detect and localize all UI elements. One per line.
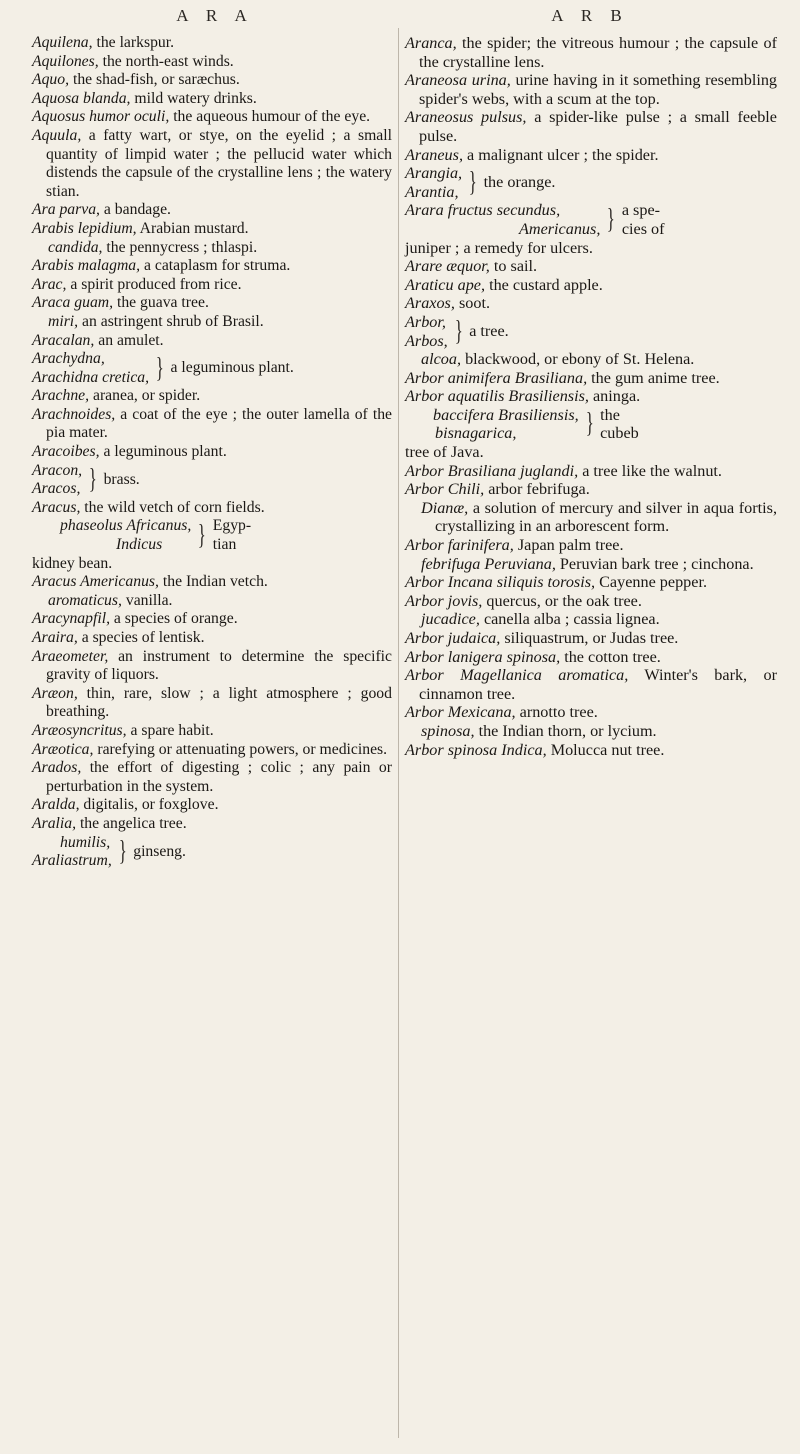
column-divider xyxy=(398,28,399,1438)
dictionary-entry xyxy=(32,332,392,351)
definition: Peruvian bark tree ; cinchona. xyxy=(555,554,754,573)
headword: Arbor Magellanica aromatica, xyxy=(405,666,629,685)
headword: Arbor aquatilis Brasiliensis, xyxy=(405,387,589,406)
dictionary-entry xyxy=(32,239,392,258)
definition: the aqueous humour of the eye. xyxy=(169,108,371,126)
dictionary-entry xyxy=(32,796,392,815)
brace-entry xyxy=(32,350,392,387)
headword: Araticu ape, xyxy=(405,275,486,294)
definition: digitalis, or foxglove. xyxy=(79,796,219,814)
dictionary-entry xyxy=(32,406,392,443)
dictionary-entry xyxy=(32,759,392,796)
dictionary-entry xyxy=(405,480,777,499)
dictionary-entry xyxy=(32,443,392,462)
dictionary-entry xyxy=(405,666,777,703)
headword: humilis, xyxy=(60,833,111,851)
headword: Araxos, xyxy=(405,294,455,313)
definition: siliquastrum, or Judas tree. xyxy=(500,629,679,647)
definition: a tree. xyxy=(469,322,509,341)
dictionary-entry xyxy=(405,536,777,555)
headword: Arac, xyxy=(32,275,67,293)
headword: Arachydna, xyxy=(32,350,105,368)
headword: Arbor Incana siliquis torosis, xyxy=(405,573,596,592)
brace-entry xyxy=(405,164,777,201)
definition: Arabian mustard. xyxy=(136,219,249,237)
headword: Arabis lepidium, xyxy=(32,219,137,237)
brace-entry xyxy=(32,834,392,871)
definition: arnotto tree. xyxy=(515,703,598,722)
definition: a leguminous plant. xyxy=(170,359,294,377)
definition: the guava tree. xyxy=(113,294,209,312)
headword: Aquosa blanda, xyxy=(32,89,131,107)
dictionary-entry xyxy=(405,722,777,741)
definition: vanilla. xyxy=(121,591,173,609)
headword: Arara fructus secundus, xyxy=(405,201,561,220)
definition: to sail. xyxy=(489,257,538,276)
dictionary-entry xyxy=(405,294,777,313)
definition: kidney bean. xyxy=(32,554,113,572)
brace-glyph: } xyxy=(88,464,97,496)
definition: tree of Java. xyxy=(405,443,484,462)
definition: the custard apple. xyxy=(485,275,603,294)
dictionary-entry xyxy=(32,722,392,741)
brace-entry xyxy=(32,517,392,573)
definition: a spider-like pulse ; a small feeble pulse. xyxy=(419,108,777,145)
dictionary-entry xyxy=(32,257,392,276)
headword: Aquilena, xyxy=(32,34,93,51)
dictionary-entry xyxy=(405,610,777,629)
headword: Arachidna cretica, xyxy=(32,368,150,386)
dictionary-entry xyxy=(32,573,392,592)
dictionary-entry xyxy=(32,648,392,685)
dictionary-entry xyxy=(405,276,777,295)
headword: Arbor farinifera, xyxy=(405,536,514,555)
dictionary-entry xyxy=(32,53,392,72)
headword: phaseolus Africanus, xyxy=(60,517,192,535)
definition: ginseng. xyxy=(133,842,186,860)
definition: the gum anime tree. xyxy=(587,368,720,387)
headword: Aranca, xyxy=(405,34,457,52)
definition: a spare habit. xyxy=(126,721,214,739)
headword: candida, xyxy=(48,238,103,256)
dictionary-entry xyxy=(32,387,392,406)
brace-glyph: } xyxy=(118,836,127,868)
headword: Arachne, xyxy=(32,387,90,405)
definition: aranea, or spider. xyxy=(89,387,201,405)
definition: the pennycress ; thlaspi. xyxy=(102,238,258,256)
definition: an amulet. xyxy=(94,331,164,349)
dictionary-entry xyxy=(405,369,777,388)
definition: a bandage. xyxy=(99,201,171,219)
headword: Araca guam, xyxy=(32,294,114,312)
dictionary-entry xyxy=(405,499,777,536)
dictionary-entry xyxy=(405,462,777,481)
brace-glyph: } xyxy=(585,408,594,440)
definition: the north-east winds. xyxy=(98,52,234,70)
dictionary-entry xyxy=(32,499,392,518)
headword: Aracus, xyxy=(32,498,81,516)
definition: quercus, or the oak tree. xyxy=(482,591,642,610)
headword: Americanus, xyxy=(519,219,601,238)
dictionary-entry xyxy=(32,815,392,834)
definition: the spider; the vitreous humour ; the capsule of the crystalline lens. xyxy=(419,34,777,71)
headword: Arachnoides, xyxy=(32,405,116,423)
left-column xyxy=(32,34,392,871)
headword: Arbor Mexicana, xyxy=(405,703,516,722)
definition: urine having in it something resembling spider's webs, with a scum at the top. xyxy=(419,71,778,108)
brace-glyph: } xyxy=(454,315,463,347)
definition: a coat of the eye ; the outer lamella of the pia mater. xyxy=(46,405,392,442)
brace-glyph: } xyxy=(468,166,477,198)
dictionary-entry xyxy=(405,34,777,71)
definition: the larkspur. xyxy=(92,34,175,51)
definition: Molucca nut tree. xyxy=(546,740,665,759)
definition: a spe- xyxy=(621,201,661,220)
headword: Aquula, xyxy=(32,126,82,144)
dictionary-entry xyxy=(32,741,392,760)
dictionary-entry xyxy=(32,313,392,332)
dictionary-entry xyxy=(405,592,777,611)
definition: the orange. xyxy=(483,173,556,192)
definition: thin, rare, slow ; a light atmosphere ; good breathing. xyxy=(46,684,392,721)
definition: Cayenne pepper. xyxy=(595,573,707,592)
headword: Aquo, xyxy=(32,71,70,89)
brace-glyph: } xyxy=(607,203,616,235)
dictionary-entry xyxy=(405,108,777,145)
headword: Aracos, xyxy=(32,480,81,498)
definition: canella alba ; cassia lignea. xyxy=(479,610,660,629)
headword: Aracalan, xyxy=(32,331,95,349)
headword: aromaticus, xyxy=(48,591,122,609)
definition: Japan palm tree. xyxy=(513,536,624,555)
definition: tian xyxy=(212,536,237,554)
definition: mild watery drinks. xyxy=(130,89,257,107)
dictionary-entry xyxy=(405,146,777,165)
headword: alcoa, xyxy=(421,350,462,369)
definition: soot. xyxy=(454,294,490,313)
headword: Arbor judaica, xyxy=(405,629,501,647)
definition: the Indian thorn, or lycium. xyxy=(474,721,657,740)
headword: Dianæ, xyxy=(421,498,469,517)
dictionary-entry xyxy=(32,34,392,53)
headword: Araneosus pulsus, xyxy=(405,108,527,127)
definition: an instrument to determine the specific gravity of liquors. xyxy=(46,647,392,684)
definition: a species of lentisk. xyxy=(77,629,205,646)
headword: Arbor lanigera spinosa, xyxy=(405,647,561,666)
running-header-right: A R B xyxy=(551,6,629,25)
definition: a malignant ulcer ; the spider. xyxy=(463,145,659,164)
definition: a tree like the walnut. xyxy=(578,461,722,480)
headword: Arabis malagma, xyxy=(32,257,141,275)
dictionary-entry xyxy=(32,610,392,629)
definition: a spirit produced from rice. xyxy=(66,275,242,293)
dictionary-entry xyxy=(405,257,777,276)
headword: baccifera Brasiliensis, xyxy=(433,405,579,424)
dictionary-entry xyxy=(32,276,392,295)
definition: a leguminous plant. xyxy=(99,443,227,461)
definition: a fatty wart, or stye, on the eyelid ; a small quantity of limpid water ; the pellucid water which distends the capsule of the crystalline lens ; the watery stian. xyxy=(46,126,392,200)
definition: blackwood, or ebony of St. Helena. xyxy=(461,350,695,369)
headword: Aracon, xyxy=(32,461,83,479)
definition: cubeb xyxy=(600,424,639,443)
dictionary-entry xyxy=(32,294,392,313)
dictionary-entry xyxy=(32,592,392,611)
headword: Aracynapfil, xyxy=(32,610,110,628)
headword: Aralia, xyxy=(32,814,77,832)
headword: Arbor Chili, xyxy=(405,480,485,499)
brace-entry xyxy=(405,406,777,462)
headword: miri, xyxy=(48,312,79,330)
definition: rarefying or attenuating powers, or medicines. xyxy=(93,740,388,758)
dictionary-entry xyxy=(405,703,777,722)
brace-entry xyxy=(405,201,777,257)
running-header-left: A R A xyxy=(176,6,254,25)
dictionary-entry xyxy=(405,573,777,592)
headword: Aralda, xyxy=(32,796,80,814)
headword: Arbor animifera Brasiliana, xyxy=(405,368,588,387)
brace-glyph: } xyxy=(155,352,164,384)
headword: jucadice, xyxy=(421,610,480,629)
headword: Aracoibes, xyxy=(32,443,100,461)
headword: Arbor Brasiliana juglandi, xyxy=(405,461,579,480)
headword: Aræosyncritus, xyxy=(32,721,127,739)
headword: Arbos, xyxy=(405,331,448,350)
definition: a cataplasm for struma. xyxy=(140,257,291,275)
headword: Indicus xyxy=(116,536,163,554)
headword: Aræotica, xyxy=(32,740,94,758)
definition: Egyp- xyxy=(212,517,252,535)
headword: Aræon, xyxy=(32,684,78,702)
headword: Araeometer, xyxy=(32,647,109,665)
headword: Arangia, xyxy=(405,164,463,183)
dictionary-entry xyxy=(405,350,777,369)
headword: Araneosa urina, xyxy=(405,71,511,90)
headword: Aquilones, xyxy=(32,52,99,70)
dictionary-entry xyxy=(32,108,392,127)
right-column xyxy=(405,34,777,759)
headword: Arantia, xyxy=(405,182,459,201)
definition: the angelica tree. xyxy=(76,814,187,832)
dictionary-entry xyxy=(32,629,392,648)
headword: Araneus, xyxy=(405,145,463,164)
definition: the wild vetch of corn fields. xyxy=(80,498,265,516)
headword: Arados, xyxy=(32,759,82,777)
definition: juniper ; a remedy for ulcers. xyxy=(405,238,593,257)
brace-entry xyxy=(405,313,777,350)
definition: the shad-fish, or saræchus. xyxy=(69,71,240,89)
definition: cies of xyxy=(621,219,665,238)
definition: the cotton tree. xyxy=(560,647,661,666)
headword: Arbor spinosa Indica, xyxy=(405,740,547,759)
headword: Araira, xyxy=(32,629,78,646)
dictionary-entry xyxy=(32,220,392,239)
headword: Arbor, xyxy=(405,312,446,331)
definition: the xyxy=(600,405,620,424)
definition: a solution of mercury and silver in aqua fortis, crystallizing in an arborescent form. xyxy=(435,498,777,536)
dictionary-entry xyxy=(405,387,777,406)
headword: Aracus Americanus, xyxy=(32,573,159,591)
dictionary-entry xyxy=(405,71,777,108)
headword: Arbor jovis, xyxy=(405,591,483,610)
definition: an astringent shrub of Brasil. xyxy=(78,312,264,330)
headword: Araliastrum, xyxy=(32,852,112,870)
headword: Arare æquor, xyxy=(405,257,490,276)
definition: a species of orange. xyxy=(110,610,238,628)
definition: Winter's bark, or cinnamon tree. xyxy=(419,666,777,703)
dictionary-entry xyxy=(405,629,777,648)
definition: aninga. xyxy=(588,387,641,406)
dictionary-entry xyxy=(405,741,777,760)
definition: the effort of digesting ; colic ; any pain or perturbation in the system. xyxy=(46,759,392,795)
dictionary-entry xyxy=(405,648,777,667)
dictionary-entry xyxy=(405,555,777,574)
dictionary-entry xyxy=(32,71,392,90)
definition: brass. xyxy=(103,470,140,488)
headword: Aquosus humor oculi, xyxy=(32,108,170,126)
dictionary-entry xyxy=(32,127,392,201)
headword: febrifuga Peruviana, xyxy=(421,554,556,573)
headword: bisnagarica, xyxy=(435,424,517,443)
dictionary-entry xyxy=(32,201,392,220)
definition: arbor febrifuga. xyxy=(484,480,590,499)
brace-entry xyxy=(32,462,392,499)
definition: the Indian vetch. xyxy=(158,573,268,591)
dictionary-entry xyxy=(32,90,392,109)
headword: spinosa, xyxy=(421,721,475,740)
dictionary-entry xyxy=(32,685,392,722)
headword: Ara parva, xyxy=(32,201,100,219)
brace-glyph: } xyxy=(198,520,207,552)
